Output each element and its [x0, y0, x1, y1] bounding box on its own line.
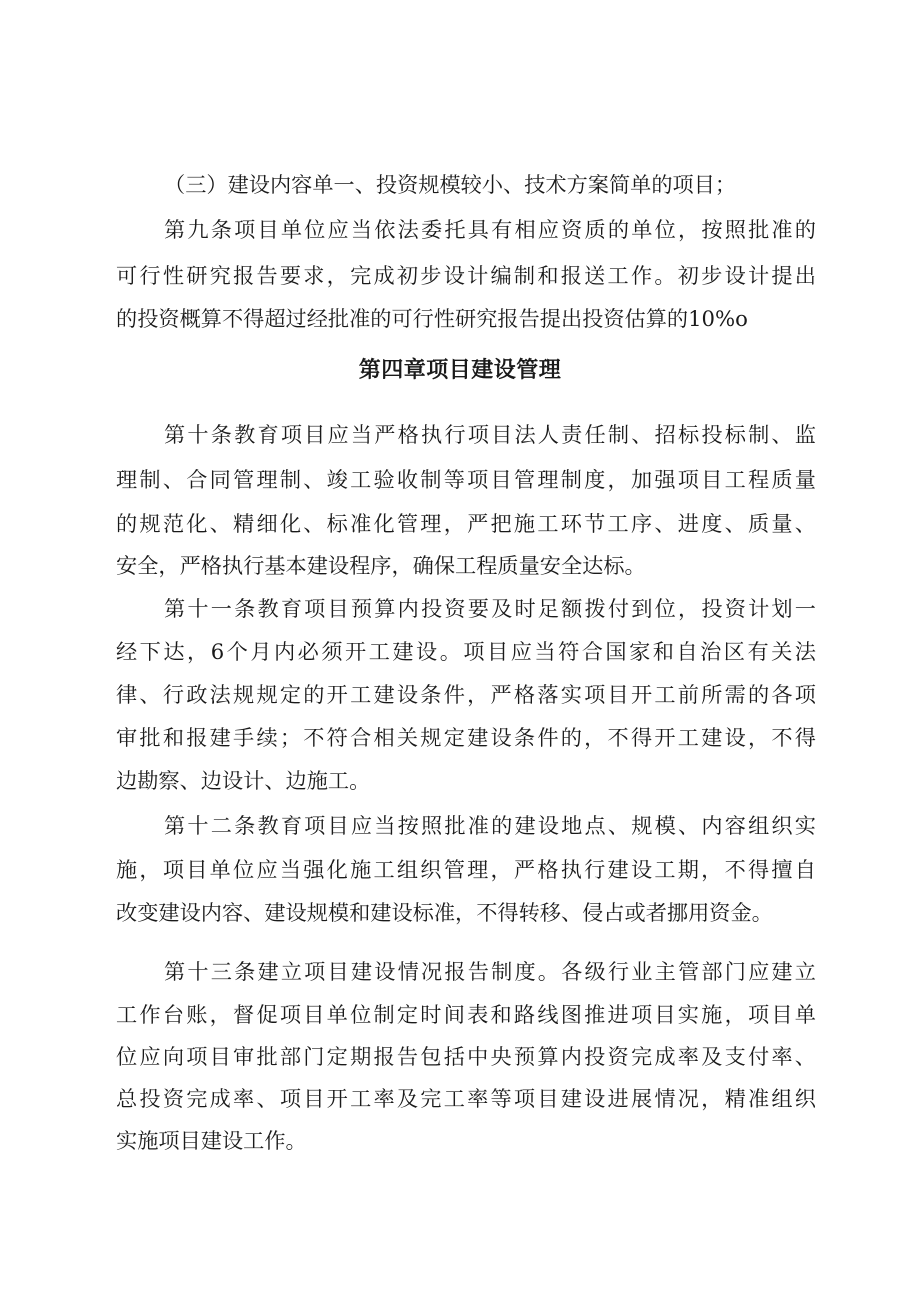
paragraph-line: 审批和报建手续；不符合相关规定建设条件的，不得开工建设，不得	[116, 725, 816, 750]
paragraph-line: 理制、合同管理制、竣工验收制等项目管理制度，加强项目工程质量	[116, 467, 816, 492]
paragraph-line: 经下达，6个月内必须开工建设。项目应当符合国家和自治区有关法	[116, 639, 816, 664]
paragraph-line: 第十条教育项目应当严格执行项目法人责任制、招标投标制、监	[164, 422, 816, 447]
paragraph-line: 施，项目单位应当强化施工组织管理，严格执行建设工期，不得擅自	[116, 857, 816, 882]
paragraph-line: 工作台账，督促项目单位制定时间表和路线图推进项目实施，项目单	[116, 1002, 816, 1027]
paragraph-line: 第十三条建立项目建设情况报告制度。各级行业主管部门应建立	[164, 959, 816, 984]
paragraph-line: 第十二条教育项目应当按照批准的建设地点、规模、内容组织实	[164, 813, 816, 838]
paragraph-line: 边勘察、边设计、边施工。	[116, 768, 371, 793]
list-item-3: （三）建设内容单一、投资规模较小、技术方案简单的项目；	[164, 172, 737, 197]
paragraph-line: 改变建设内容、建设规模和建设标准，不得转移、侵占或者挪用资金。	[116, 900, 773, 925]
paragraph-line: 第九条项目单位应当依法委托具有相应资质的单位，按照批准的	[164, 217, 816, 242]
paragraph-line: 的投资概算不得超过经批准的可行性研究报告提出投资估算的10%o	[116, 306, 748, 331]
paragraph-line: 位应向项目审批部门定期报告包括中央预算内投资完成率及支付率、	[116, 1044, 816, 1069]
paragraph-line: 律、行政法规规定的开工建设条件，严格落实项目开工前所需的各项	[116, 682, 816, 707]
paragraph-line: 总投资完成率、项目开工率及完工率等项目建设进展情况，精准组织	[116, 1086, 816, 1111]
chapter-title: 第四章项目建设管理	[358, 358, 562, 383]
paragraph-line: 的规范化、精细化、标准化管理，严把施工环节工序、进度、质量、	[116, 511, 816, 536]
paragraph-line: 可行性研究报告要求，完成初步设计编制和报送工作。初步设计提出	[116, 263, 816, 288]
paragraph-line: 安全，严格执行基本建设程序，确保工程质量安全达标。	[116, 553, 646, 578]
paragraph-line: 第十一条教育项目预算内投资要及时足额拨付到位，投资计划一	[164, 596, 816, 621]
paragraph-line: 实施项目建设工作。	[116, 1128, 307, 1153]
